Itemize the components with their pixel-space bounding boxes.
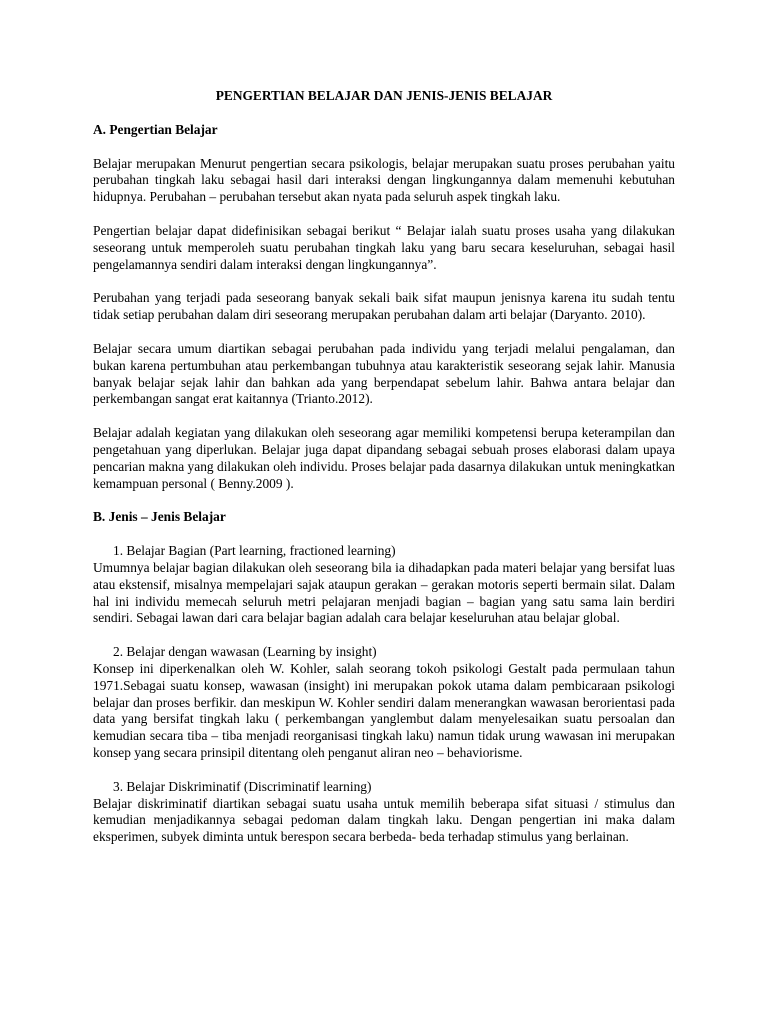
- list-item-text: Belajar diskriminatif diartikan sebagai suatu usaha untuk memilih beberapa sifat situasi / stimulus dan kemudian menjadikannya sebagai pedoman dalam tingkah laku. Dengan pengertian ini maka dalam eksperimen, subyek diminta untuk berespon secara berbeda- beda terhadap stimulus yang berlainan.: [93, 795, 675, 845]
- paragraph: Pengertian belajar dapat didefinisikan sebagai berikut “ Belajar ialah suatu proses usaha yang dilakukan seseorang untuk memperoleh suatu perubahan tingkah laku yang baru secara keseluruhan, sebagai hasil pengelamannya sendiri dalam interaksi dengan lingkungannya”.: [93, 222, 675, 272]
- paragraph: Belajar secara umum diartikan sebagai perubahan pada individu yang terjadi melalui pengalaman, dan bukan karena pertumbuhan atau perkembangan tubuhnya atau karakteristik seseorang sejak lahir. Manusia banyak belajar sejak lahir dan bahkan ada yang berpendapat sebelum lahir. Bahwa antara belajar dan perkembangan sangat erat kaitannya (Trianto.2012).: [93, 340, 675, 407]
- document-title: PENGERTIAN BELAJAR DAN JENIS-JENIS BELAJAR: [215, 88, 553, 103]
- list-item-title: 1. Belajar Bagian (Part learning, fractioned learning): [113, 543, 396, 559]
- section-b-heading: B. Jenis – Jenis Belajar: [93, 509, 226, 525]
- list-item-text: Konsep ini diperkenalkan oleh W. Kohler, salah seorang tokoh psikologi Gestalt pada permulaan tahun 1971.Sebagai suatu konsep, wawasan (insight) ini merupakan pokok utama dalam pembicaraan psikologi belajar dan proses berfikir. dan meskipun W. Kohler sendiri dalam menerangkan wawasan berorientasi pada data yang bersifat tingkah laku ( perkembangan yanglembut dalam menyelesaikan suatu persoalan dan kemudian secara tiba – tiba menjadi reorganisasi tingkah laku) namun tidak urung wawasan ini merupakan konsep yang secara prinsipil ditentang oleh penganut aliran neo – behaviorisme.: [93, 660, 675, 760]
- list-item-text: Umumnya belajar bagian dilakukan oleh seseorang bila ia dihadapkan pada materi belajar yang bersifat luas atau ekstensif, misalnya mempelajari sajak ataupun gerakan – gerakan motoris seperti bermain silat. Dalam hal ini individu memecah seluruh metri pelajaran menjadi bagian – bagian yang satu sama lain berdiri sendiri. Sebagai lawan dari cara belajar bagian adalah cara belajar keseluruhan atau belajar global.: [93, 559, 675, 626]
- paragraph: Belajar merupakan Menurut pengertian secara psikologis, belajar merupakan suatu proses perubahan yaitu perubahan tingkah laku sebagai hasil dari interaksi dengan lingkungannya dalam memenuhi kebutuhan hidupnya. Perubahan – perubahan tersebut akan nyata pada seluruh aspek tingkah laku.: [93, 155, 675, 205]
- paragraph: Perubahan yang terjadi pada seseorang banyak sekali baik sifat maupun jenisnya karena itu sudah tentu tidak setiap perubahan dalam diri seseorang merupakan perubahan dalam arti belajar (Daryanto. 2010).: [93, 290, 675, 323]
- list-item-title: 3. Belajar Diskriminatif (Discriminatif learning): [113, 778, 372, 794]
- document-page: [93, 88, 675, 863]
- list-item-title: 2. Belajar dengan wawasan (Learning by insight): [113, 644, 377, 660]
- paragraph: Belajar adalah kegiatan yang dilakukan oleh seseorang agar memiliki kompetensi berupa keterampilan dan pengetahuan yang diperlukan. Belajar juga dapat dipandang sebagai sebuah proses elaborasi dalam upaya pencarian makna yang dilakukan oleh individu. Proses belajar pada dasarnya dilakukan untuk meningkatkan kemampuan personal ( Benny.2009 ).: [93, 425, 675, 491]
- section-a-heading: A. Pengertian Belajar: [93, 121, 218, 137]
